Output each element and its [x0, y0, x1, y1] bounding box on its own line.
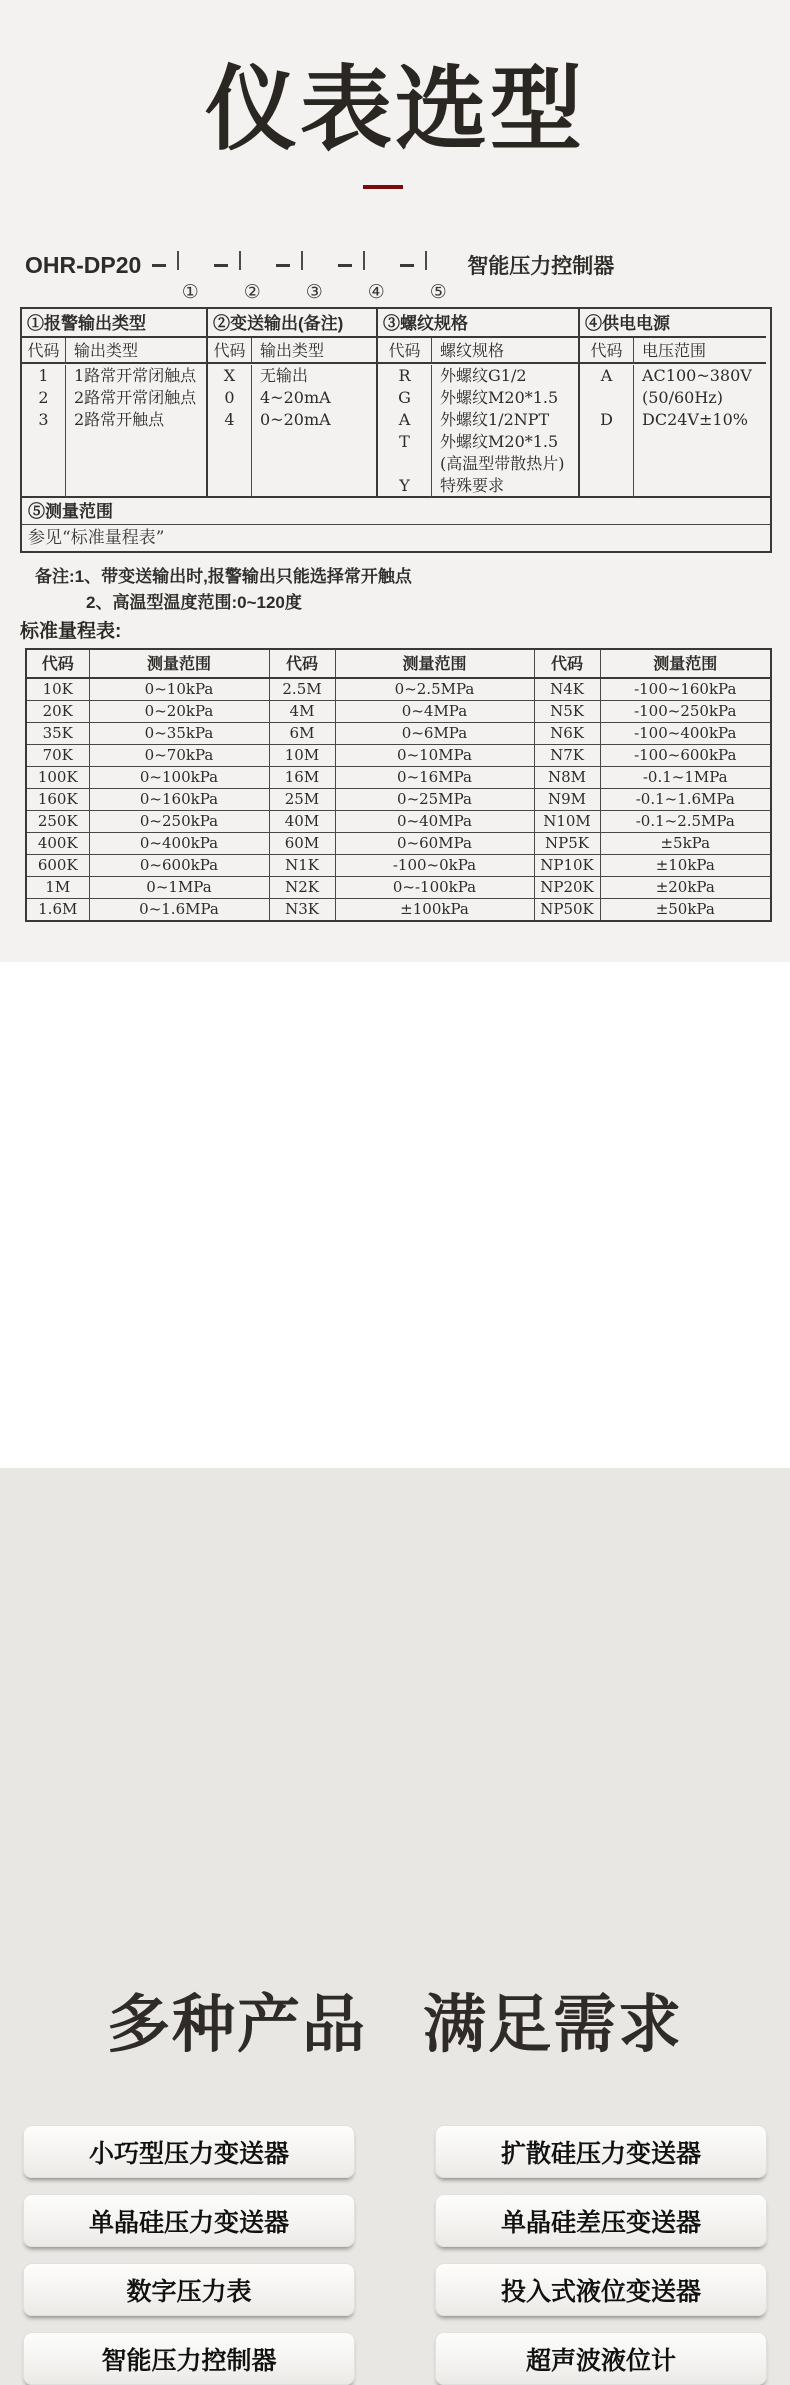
range-cell: ±100kPa: [335, 899, 534, 922]
range-table-body: [26, 678, 771, 921]
code-cell: [378, 453, 432, 475]
range-cell: 0~2.5MPa: [335, 678, 534, 701]
model-box-group: [301, 252, 327, 303]
code-cell: D: [580, 409, 634, 431]
code-header-cell: 代码: [22, 338, 66, 364]
spec-row: [22, 387, 206, 409]
standard-range-table-wrap: [25, 648, 772, 922]
range-cell: N1K: [269, 855, 335, 877]
range-cell: 70K: [26, 745, 89, 767]
spec-row: [580, 475, 766, 497]
code-cell: G: [378, 387, 432, 409]
range-table-row: [26, 701, 771, 723]
desc-cell: AC100~380V: [642, 366, 752, 385]
code-cell: [580, 453, 634, 475]
range-cell: ±50kPa: [600, 899, 771, 922]
desc-cell: 外螺纹M20*1.5: [440, 432, 559, 451]
range-table-row: [26, 877, 771, 899]
range-cell: 1.6M: [26, 899, 89, 922]
desc-cell: (高温型带散热片): [440, 454, 565, 473]
code-cell: 3: [22, 409, 66, 431]
desc-header-cell: 输出类型: [74, 341, 139, 360]
code-cell: A: [378, 409, 432, 431]
products-heading-right: 满足需求: [423, 1990, 683, 2060]
range-cell: 10K: [26, 678, 89, 701]
product-buttons-grid: [23, 2125, 767, 2385]
code-cell: [208, 431, 252, 453]
range-cell: N6K: [534, 723, 600, 745]
range-cell: N3K: [269, 899, 335, 922]
range-cell: 0~25MPa: [335, 789, 534, 811]
range-cell: -0.1~2.5MPa: [600, 811, 771, 833]
spec-column: [206, 309, 376, 496]
standard-range-table: [25, 648, 772, 922]
spec-row: [208, 431, 376, 453]
spec-column-body: [22, 364, 206, 496]
model-code-box: [363, 251, 365, 270]
range-table-row: [26, 899, 771, 922]
range-cell: 16M: [269, 767, 335, 789]
code-header-cell: 代码: [378, 338, 432, 364]
code-header-cell: 代码: [208, 338, 252, 364]
spec-column-title: ④供电电源: [580, 309, 766, 338]
range-cell: 0~16MPa: [335, 767, 534, 789]
range-header-cell: 代码: [534, 649, 600, 678]
spec-row: [580, 431, 766, 453]
desc-header-cell: 输出类型: [260, 341, 325, 360]
spec-row: [580, 387, 766, 409]
note-line-2: 2、高温型温度范围:0~120度: [86, 593, 302, 612]
spec-column: [22, 309, 206, 496]
range-cell: 1M: [26, 877, 89, 899]
spec-row: [208, 475, 376, 497]
model-dash-icon: [400, 264, 414, 267]
model-dash-icon: [338, 264, 352, 267]
position-number: ④: [367, 282, 385, 303]
model-code-line: [25, 250, 615, 303]
range-cell: 0~600kPa: [89, 855, 269, 877]
code-cell: [22, 431, 66, 453]
code-cell: R: [378, 365, 432, 387]
code-cell: [208, 453, 252, 475]
range-cell: -0.1~1.6MPa: [600, 789, 771, 811]
desc-cell: 2路常开触点: [74, 410, 165, 429]
spec-row: [22, 409, 206, 431]
range-cell: -100~0kPa: [335, 855, 534, 877]
range-cell: 60M: [269, 833, 335, 855]
range-cell: 6M: [269, 723, 335, 745]
range-cell: NP5K: [534, 833, 600, 855]
desc-cell: 外螺纹G1/2: [440, 366, 527, 385]
code-cell: [580, 475, 634, 497]
range-header-row: [26, 649, 771, 678]
range-cell: N5K: [534, 701, 600, 723]
measuring-range-row-value: 参见“标准量程表”: [22, 524, 770, 551]
range-header-cell: 测量范围: [600, 649, 771, 678]
product-button[interactable]: 单晶硅差压变送器: [435, 2194, 767, 2247]
desc-cell: (50/60Hz): [642, 388, 723, 407]
range-cell: -100~250kPa: [600, 701, 771, 723]
page-title: 仪表选型: [204, 59, 585, 161]
spec-row: [208, 365, 376, 387]
desc-cell: 无输出: [260, 366, 309, 385]
desc-cell: [252, 453, 376, 475]
spec-column-body: [208, 364, 376, 496]
range-cell: N4K: [534, 678, 600, 701]
range-table-label: 标准量程表:: [20, 621, 122, 642]
code-cell: A: [580, 365, 634, 387]
range-cell: 0~10MPa: [335, 745, 534, 767]
model-box-group: [239, 252, 265, 303]
desc-cell: [66, 453, 206, 475]
range-cell: 0~40MPa: [335, 811, 534, 833]
range-cell: 0~60MPa: [335, 833, 534, 855]
spec-row: [22, 431, 206, 453]
range-table-row: [26, 811, 771, 833]
range-cell: 10M: [269, 745, 335, 767]
range-header-cell: 代码: [269, 649, 335, 678]
spec-column-title: ②变送输出(备注): [208, 309, 376, 338]
model-dash-icon: [214, 264, 228, 267]
range-cell: N8M: [534, 767, 600, 789]
spec-subheader-row: [22, 338, 206, 364]
range-cell: NP50K: [534, 899, 600, 922]
range-cell: ±10kPa: [600, 855, 771, 877]
spec-columns: [22, 309, 770, 496]
range-table-row: [26, 745, 771, 767]
position-number: ①: [181, 282, 199, 303]
product-button[interactable]: 数字压力表: [23, 2263, 355, 2316]
desc-cell: [252, 475, 376, 497]
desc-cell: [634, 431, 766, 453]
range-cell: 600K: [26, 855, 89, 877]
product-button[interactable]: 单晶硅压力变送器: [23, 2194, 355, 2247]
spec-row: [378, 431, 578, 453]
range-cell: 0~100kPa: [89, 767, 269, 789]
spec-column: [578, 309, 766, 496]
spec-subheader-row: [378, 338, 578, 364]
code-cell: [22, 453, 66, 475]
range-table-row: [26, 723, 771, 745]
code-cell: [580, 387, 634, 409]
range-cell: 250K: [26, 811, 89, 833]
position-number: ②: [243, 282, 261, 303]
range-cell: NP20K: [534, 877, 600, 899]
product-button[interactable]: 智能压力控制器: [23, 2332, 355, 2385]
spec-row: [22, 475, 206, 497]
spec-row: [378, 365, 578, 387]
desc-cell: [634, 475, 766, 497]
range-cell: 0~4MPa: [335, 701, 534, 723]
spec-subheader-row: [580, 338, 766, 364]
spec-row: [208, 453, 376, 475]
range-cell: 2.5M: [269, 678, 335, 701]
position-number: ⑤: [429, 282, 447, 303]
desc-header-cell: 电压范围: [642, 341, 707, 360]
spec-row: [378, 453, 578, 475]
range-cell: 0~70kPa: [89, 745, 269, 767]
desc-cell: [634, 453, 766, 475]
desc-cell: DC24V±10%: [642, 410, 748, 429]
ordering-spec-table: [20, 307, 772, 553]
spec-row: [580, 409, 766, 431]
range-cell: N7K: [534, 745, 600, 767]
spec-row: [22, 453, 206, 475]
model-box-group: [177, 252, 203, 303]
code-cell: [208, 475, 252, 497]
code-cell: X: [208, 365, 252, 387]
products-heading-left: 多种产品: [107, 1990, 367, 2060]
desc-cell: [66, 431, 206, 453]
selection-section: [0, 0, 790, 962]
range-table-row: [26, 767, 771, 789]
code-cell: Y: [378, 475, 432, 497]
range-cell: 0~-100kPa: [335, 877, 534, 899]
spec-column-title: ③螺纹规格: [378, 309, 578, 338]
range-cell: 0~6MPa: [335, 723, 534, 745]
range-cell: N2K: [269, 877, 335, 899]
spec-row: [580, 453, 766, 475]
code-cell: 0: [208, 387, 252, 409]
range-cell: 0~400kPa: [89, 833, 269, 855]
model-code-box: [177, 251, 179, 270]
code-cell: [580, 431, 634, 453]
desc-cell: [66, 475, 206, 497]
range-cell: 20K: [26, 701, 89, 723]
model-code-box: [425, 251, 427, 270]
product-button[interactable]: 投入式液位变送器: [435, 2263, 767, 2316]
code-cell: T: [378, 431, 432, 453]
model-code-box: [239, 251, 241, 270]
desc-cell: 1路常开常闭触点: [74, 366, 197, 385]
spec-row: [208, 387, 376, 409]
spec-row: [208, 409, 376, 431]
range-cell: 0~1.6MPa: [89, 899, 269, 922]
desc-cell: 2路常开常闭触点: [74, 388, 197, 407]
range-table-row: [26, 789, 771, 811]
spec-row: [580, 365, 766, 387]
model-box-group: [425, 252, 451, 303]
products-section: [0, 962, 790, 2375]
model-box-group: [363, 252, 389, 303]
spec-column-title: ①报警输出类型: [22, 309, 206, 338]
desc-header-cell: 螺纹规格: [440, 341, 505, 360]
model-suffix: 智能压力控制器: [467, 255, 615, 278]
code-cell: 2: [22, 387, 66, 409]
products-heading: [0, 1974, 790, 2065]
note-line-1: 备注:1、带变送输出时,报警输出只能选择常开触点: [35, 567, 412, 586]
spec-row: [22, 365, 206, 387]
range-cell: N10M: [534, 811, 600, 833]
accent-divider: [363, 185, 403, 189]
range-cell: 0~250kPa: [89, 811, 269, 833]
product-button[interactable]: 扩散硅压力变送器: [435, 2125, 767, 2178]
spec-row: [378, 475, 578, 497]
range-cell: 0~35kPa: [89, 723, 269, 745]
range-cell: -100~600kPa: [600, 745, 771, 767]
desc-cell: 外螺纹1/2NPT: [440, 410, 550, 429]
spec-row: [378, 409, 578, 431]
measuring-range-row-title: ⑤测量范围: [22, 496, 770, 524]
spec-column: [376, 309, 578, 496]
range-cell: 35K: [26, 723, 89, 745]
range-header-cell: 代码: [26, 649, 89, 678]
range-cell: ±5kPa: [600, 833, 771, 855]
range-cell: 0~160kPa: [89, 789, 269, 811]
range-cell: -100~160kPa: [600, 678, 771, 701]
code-cell: 1: [22, 365, 66, 387]
range-cell: ±20kPa: [600, 877, 771, 899]
desc-cell: 外螺纹M20*1.5: [440, 388, 559, 407]
model-code-box: [301, 251, 303, 270]
model-prefix: OHR-DP20: [25, 251, 142, 278]
code-header-cell: 代码: [580, 338, 634, 364]
product-button[interactable]: 超声波液位计: [435, 2332, 767, 2385]
spec-subheader-row: [208, 338, 376, 364]
range-table-row: [26, 678, 771, 701]
range-cell: N9M: [534, 789, 600, 811]
code-cell: [22, 475, 66, 497]
range-cell: 4M: [269, 701, 335, 723]
range-header-cell: 测量范围: [89, 649, 269, 678]
range-cell: -100~400kPa: [600, 723, 771, 745]
product-button[interactable]: 小巧型压力变送器: [23, 2125, 355, 2178]
range-cell: 25M: [269, 789, 335, 811]
notes: [35, 564, 412, 616]
spec-column-body: [378, 364, 578, 496]
range-cell: 0~10kPa: [89, 678, 269, 701]
desc-cell: 4~20mA: [260, 388, 331, 407]
spec-row: [378, 387, 578, 409]
range-cell: -0.1~1MPa: [600, 767, 771, 789]
desc-cell: 特殊要求: [440, 476, 505, 495]
range-cell: 40M: [269, 811, 335, 833]
desc-cell: 0~20mA: [260, 410, 331, 429]
range-table-row: [26, 855, 771, 877]
range-cell: 0~20kPa: [89, 701, 269, 723]
position-number: ③: [305, 282, 323, 303]
range-cell: NP10K: [534, 855, 600, 877]
spec-column-body: [580, 364, 766, 496]
range-cell: 160K: [26, 789, 89, 811]
range-header-cell: 测量范围: [335, 649, 534, 678]
code-cell: 4: [208, 409, 252, 431]
range-cell: 100K: [26, 767, 89, 789]
model-dash-icon: [276, 264, 290, 267]
range-cell: 400K: [26, 833, 89, 855]
range-table-row: [26, 833, 771, 855]
model-dash-icon: [152, 264, 166, 267]
desc-cell: [252, 431, 376, 453]
range-cell: 0~1MPa: [89, 877, 269, 899]
